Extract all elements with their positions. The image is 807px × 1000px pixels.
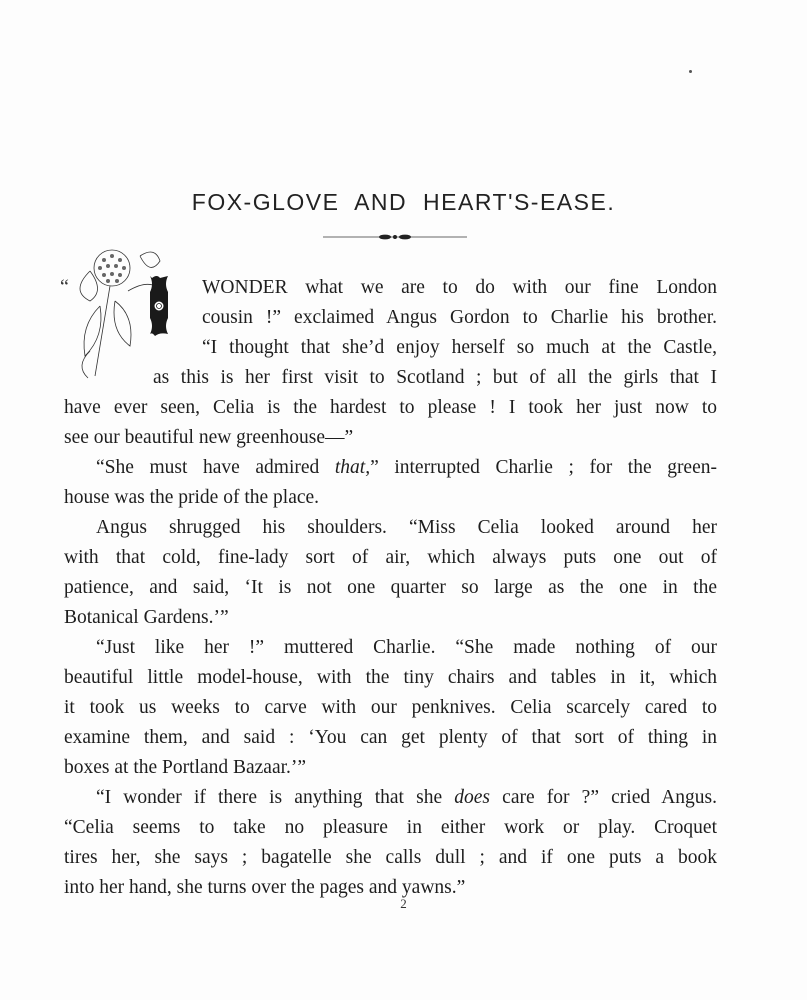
text-line: house was the pride of the place.: [64, 487, 320, 508]
text-span: ” interrupted Charlie ; for the green-: [370, 457, 717, 478]
text-line: have ever seen, Celia is the hardest to please ! I took her just now to: [64, 397, 717, 418]
text-line: as this is her first visit to Scotland ; but of all the girls that I: [153, 367, 717, 388]
text-line: examine them, and said : ‘You can get plenty of that sort of thing in: [64, 727, 717, 748]
text-span: “I wonder if there is anything that she: [96, 787, 455, 808]
text-line: it took us weeks to carve with our penknives. Celia scarcely cared to: [64, 697, 717, 718]
page-number: 2: [400, 896, 407, 911]
foxglove-flower-icon: [60, 246, 190, 386]
text-line: patience, and said, ‘It is not one quarter so large as the one in the: [64, 577, 717, 598]
text-line: with that cold, fine-lady sort of air, which always puts one out of: [64, 547, 717, 568]
title-ornament-rule: [323, 232, 467, 242]
text-line: boxes at the Portland Bazaar.’”: [64, 757, 307, 778]
emphasis: that,: [334, 457, 371, 478]
text-line: WONDER what we are to do with our fine London: [202, 277, 717, 298]
text-line: “Just like her !” muttered Charlie. “She made nothing of our: [96, 637, 717, 658]
paper-speck: [689, 70, 692, 73]
text-line: [96, 788, 717, 808]
text-span: “She must have admired: [96, 457, 335, 478]
text-line: tires her, she says ; bagatelle she calls dull ; and if one puts a book: [64, 847, 717, 868]
text-line: see our beautiful new greenhouse—”: [64, 427, 354, 448]
drop-cap-illustration: [60, 246, 190, 386]
chapter-title: FOX-GLOVE AND HEART'S-EASE.: [191, 189, 616, 216]
opening-quote: “: [60, 276, 69, 298]
text-line: [96, 458, 717, 478]
text-line: beautiful little model-house, with the tiny chairs and tables in it, which: [64, 667, 717, 688]
text-span: care for ?” cried Angus.: [490, 787, 718, 808]
text-line: “I thought that she’d enjoy herself so much at the Castle,: [202, 337, 717, 358]
text-line: into her hand, she turns over the pages and yawns.”: [64, 877, 466, 898]
text-line: cousin !” exclaimed Angus Gordon to Charlie his brother.: [202, 307, 717, 328]
text-line: Botanical Gardens.’”: [64, 607, 229, 628]
text-line: Angus shrugged his shoulders. “Miss Celia looked around her: [96, 517, 717, 538]
text-line: “Celia seems to take no pleasure in either work or play. Croquet: [64, 817, 717, 838]
emphasis: does: [454, 787, 491, 808]
